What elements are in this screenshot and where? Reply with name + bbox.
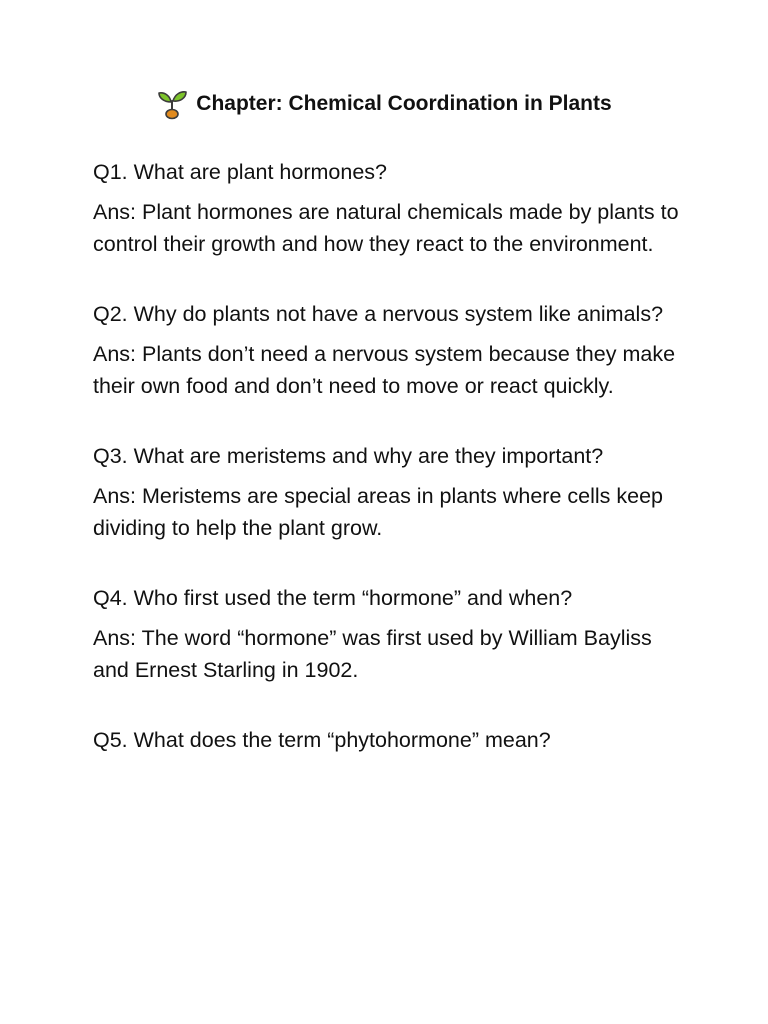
question-text: Q2. Why do plants not have a nervous system like animals? — [93, 302, 664, 326]
question-text: Q5. What does the term “phytohormone” mean? — [93, 728, 551, 752]
answer-text: Ans: The word “hormone” was first used by William Bayliss and Ernest Starling in 1902. — [93, 626, 652, 682]
question-text: Q1. What are plant hormones? — [93, 160, 387, 184]
answer-text: Ans: Plant hormones are natural chemicals made by plants to control their growth and how they react to the environment. — [93, 200, 679, 256]
qa-item-5 — [93, 724, 693, 756]
answer-text: Ans: Meristems are special areas in plants where cells keep dividing to help the plant grow. — [93, 484, 664, 540]
page-title: Chapter: Chemical Coordination in Plants — [196, 92, 612, 115]
question-text: Q4. Who first used the term “hormone” and when? — [93, 586, 573, 610]
qa-item-4 — [93, 582, 693, 686]
question-text: Q3. What are meristems and why are they important? — [93, 444, 604, 468]
qa-item-1 — [93, 156, 693, 260]
title-row — [0, 88, 768, 120]
sprout-icon — [156, 88, 188, 120]
qa-item-3 — [93, 440, 693, 544]
qa-item-2 — [93, 298, 693, 402]
qa-list — [93, 156, 693, 794]
answer-text: Ans: Plants don’t need a nervous system because they make their own food and don’t need to move or react quickly. — [93, 342, 676, 398]
